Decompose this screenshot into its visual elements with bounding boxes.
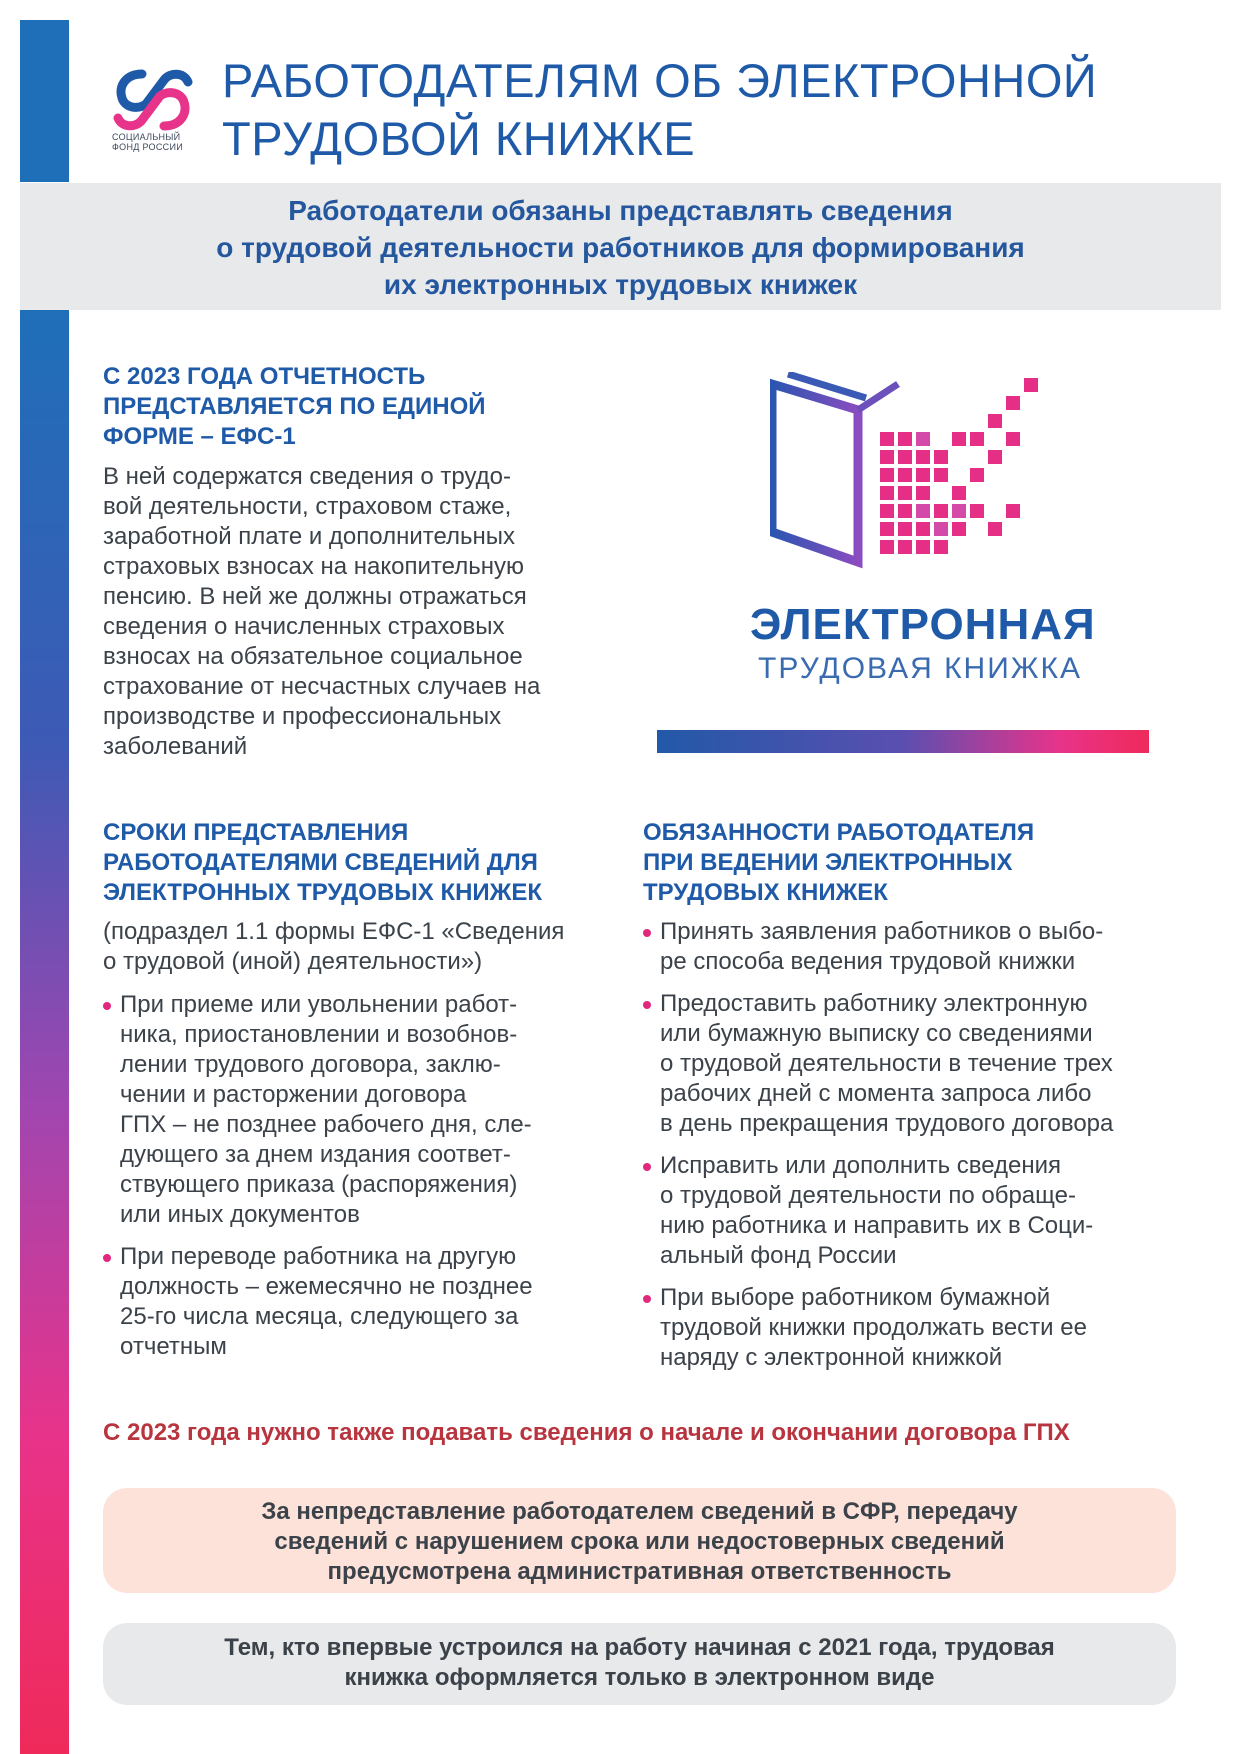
list-item-line: При приеме или увольнении работ- bbox=[120, 991, 518, 1018]
electronic-only-line2: книжка оформляется только в электронном виде bbox=[344, 1664, 935, 1691]
list-item bbox=[643, 917, 1183, 977]
logo-org-name bbox=[112, 132, 212, 152]
efs-body-line: заболеваний bbox=[103, 733, 248, 760]
efs-body-line: сведения о начисленных страховых bbox=[103, 613, 505, 640]
deadlines-heading-line: РАБОТОДАТЕЛЯМИ СВЕДЕНИЙ ДЛЯ bbox=[103, 849, 538, 876]
list-item-line: чении и расторжении договора bbox=[120, 1081, 467, 1108]
duties-list bbox=[643, 917, 1183, 1385]
etk-book-icon bbox=[770, 372, 1070, 572]
logo-org-line2: ФОНД РОССИИ bbox=[112, 142, 183, 152]
list-item-line: 25-го числа месяца, следующего за bbox=[120, 1303, 519, 1330]
efs-body-line: вой деятельности, страховом стаже, bbox=[103, 493, 512, 520]
list-item-line: должность – ежемесячно не позднее bbox=[120, 1273, 533, 1300]
left-stripe-top bbox=[20, 20, 69, 182]
gph-notice: С 2023 года нужно также подавать сведения о начале и окончании договора ГПХ bbox=[103, 1419, 1070, 1446]
list-item-line: Предоставить работнику электронную bbox=[660, 990, 1088, 1017]
list-item-line: отчетным bbox=[120, 1333, 227, 1360]
list-item-line: ника, приостановлении и возобнов- bbox=[120, 1021, 518, 1048]
duties-heading-line: ТРУДОВЫХ КНИЖЕК bbox=[643, 879, 888, 906]
list-item-line: о трудовой деятельности по обраще- bbox=[660, 1182, 1076, 1209]
list-item bbox=[643, 989, 1183, 1139]
banner-line2: о трудовой деятельности работников для формирования bbox=[216, 232, 1025, 263]
list-item bbox=[643, 1151, 1183, 1271]
page-title bbox=[222, 52, 1222, 168]
efs-body-line: пенсию. В ней же должны отражаться bbox=[103, 583, 527, 610]
penalty-line3: предусмотрена административная ответственность bbox=[327, 1558, 952, 1585]
electronic-only-text bbox=[103, 1633, 1176, 1693]
list-item-line: Исправить или дополнить сведения bbox=[660, 1152, 1062, 1179]
deadlines-heading-line: ЭЛЕКТРОННЫХ ТРУДОВЫХ КНИЖЕК bbox=[103, 879, 543, 906]
brand-gradient-bar bbox=[657, 730, 1149, 753]
efs-body-line: взносах на обязательное социальное bbox=[103, 643, 523, 670]
efs-body-line: В ней содержатся сведения о трудо- bbox=[103, 463, 512, 490]
penalty-line2: сведений с нарушением срока или недостоверных сведений bbox=[274, 1528, 1005, 1555]
efs-heading-line3: ФОРМЕ – ЕФС-1 bbox=[103, 423, 296, 450]
efs-heading-line1: С 2023 ГОДА ОТЧЕТНОСТЬ bbox=[103, 363, 426, 390]
list-item-line: лении трудового договора, заклю- bbox=[120, 1051, 501, 1078]
list-item-line: ГПХ – не позднее рабочего дня, сле- bbox=[120, 1111, 532, 1138]
electronic-only-line1: Тем, кто впервые устроился на работу начиная с 2021 года, трудовая bbox=[224, 1634, 1055, 1661]
banner-line1: Работодатели обязаны представлять сведения bbox=[288, 195, 953, 226]
duties-heading-line: ОБЯЗАННОСТИ РАБОТОДАТЕЛЯ bbox=[643, 819, 1035, 846]
penalty-text bbox=[103, 1497, 1176, 1587]
deadlines-subtitle bbox=[103, 917, 623, 977]
deadlines-heading-line: СРОКИ ПРЕДСТАВЛЕНИЯ bbox=[103, 819, 409, 846]
list-item-line: При переводе работника на другую bbox=[120, 1243, 517, 1270]
efs-body-line: страхование от несчастных случаев на bbox=[103, 673, 541, 700]
intro-banner-text bbox=[20, 192, 1221, 303]
list-item bbox=[103, 1242, 623, 1362]
list-item-line: или иных документов bbox=[120, 1201, 360, 1228]
list-item-line: Принять заявления работников о выбо- bbox=[660, 918, 1104, 945]
list-item bbox=[103, 990, 623, 1230]
efs-body-line: производстве и профессиональных bbox=[103, 703, 502, 730]
list-item bbox=[643, 1283, 1183, 1373]
deadlines-subtitle-line: о трудовой (иной) деятельности») bbox=[103, 948, 483, 975]
brand-title: ЭЛЕКТРОННАЯ bbox=[750, 600, 1096, 649]
list-item-line: дующего за днем издания соответ- bbox=[120, 1141, 511, 1168]
list-item-line: о трудовой деятельности в течение трех bbox=[660, 1050, 1113, 1077]
efs-heading bbox=[103, 362, 623, 452]
left-stripe-gradient bbox=[20, 310, 69, 1754]
list-item-line: нию работника и направить их в Соци- bbox=[660, 1212, 1094, 1239]
efs-body-line: заработной плате и дополнительных bbox=[103, 523, 516, 550]
efs-body bbox=[103, 462, 623, 762]
list-item-line: рабочих дней с момента запроса либо bbox=[660, 1080, 1092, 1107]
brand-subtitle: ТРУДОВАЯ КНИЖКА bbox=[758, 652, 1082, 685]
deadlines-list bbox=[103, 990, 623, 1374]
title-line2: ТРУДОВОЙ КНИЖКЕ bbox=[222, 112, 696, 165]
list-item-line: в день прекращения трудового договора bbox=[660, 1110, 1114, 1137]
list-item-line: При выборе работником бумажной bbox=[660, 1284, 1051, 1311]
deadlines-heading bbox=[103, 818, 623, 908]
penalty-line1: За непредставление работодателем сведений в СФР, передачу bbox=[261, 1498, 1018, 1525]
efs-body-line: страховых взносах на накопительную bbox=[103, 553, 524, 580]
list-item-line: ре способа ведения трудовой книжки bbox=[660, 948, 1076, 975]
logo-org-line1: СОЦИАЛЬНЫЙ bbox=[112, 132, 181, 142]
list-item-line: альный фонд России bbox=[660, 1242, 897, 1269]
list-item-line: ствующего приказа (распоряжения) bbox=[120, 1171, 518, 1198]
list-item-line: наряду с электронной книжкой bbox=[660, 1344, 1003, 1371]
title-line1: РАБОТОДАТЕЛЯМ ОБ ЭЛЕКТРОННОЙ bbox=[222, 54, 1098, 107]
banner-line3: их электронных трудовых книжек bbox=[383, 269, 858, 300]
list-item-line: или бумажную выписку со сведениями bbox=[660, 1020, 1093, 1047]
deadlines-subtitle-line: (подраздел 1.1 формы ЕФС-1 «Сведения bbox=[103, 918, 565, 945]
list-item-line: трудовой книжки продолжать вести ее bbox=[660, 1314, 1087, 1341]
efs-heading-line2: ПРЕДСТАВЛЯЕТСЯ ПО ЕДИНОЙ bbox=[103, 393, 486, 420]
duties-heading-line: ПРИ ВЕДЕНИИ ЭЛЕКТРОННЫХ bbox=[643, 849, 1013, 876]
duties-heading bbox=[643, 818, 1163, 908]
